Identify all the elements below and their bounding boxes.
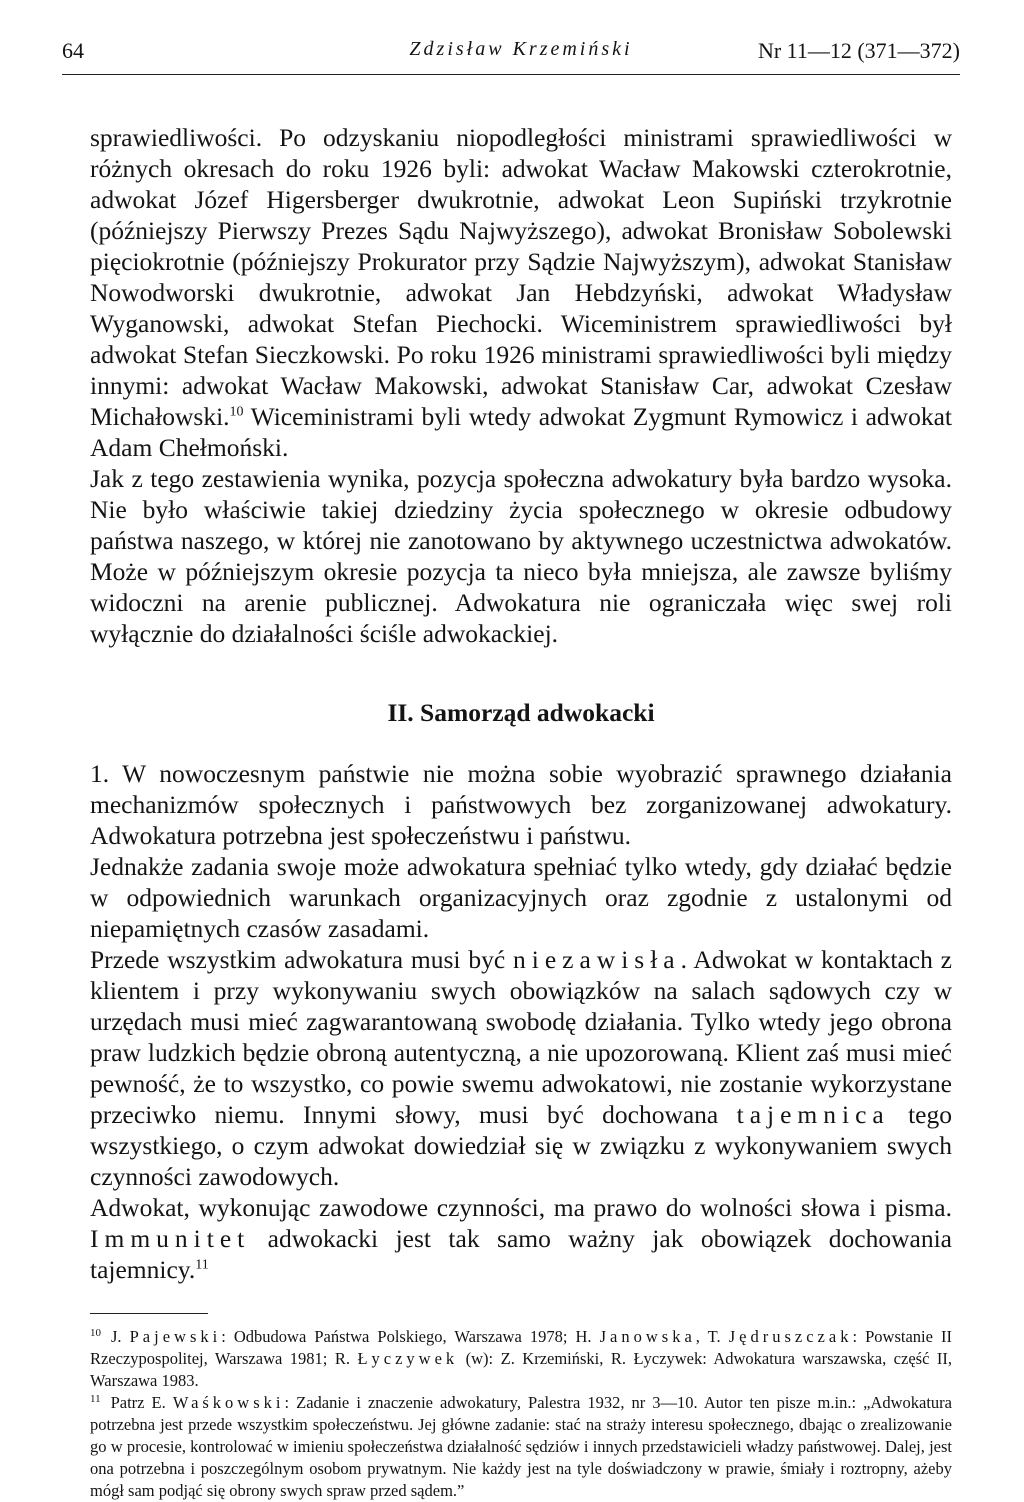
footnote-10-part-2: : Odbudowa Państwa Polskiego, Warszawa 1978; H. <box>221 1327 600 1346</box>
footnote-11 <box>90 1392 952 1502</box>
paragraph-6 <box>90 1192 952 1285</box>
footnote-10-part-5: Jędruszczak <box>728 1327 853 1346</box>
footnote-number: 10 <box>90 1326 101 1339</box>
paragraph-6-text-a: Adwokat, wykonując zawodowe czynności, ma prawo do wolności słowa i pisma. <box>90 1193 952 1222</box>
footnote-10-part-3: Janowska <box>599 1327 696 1346</box>
paragraph-1 <box>90 122 952 463</box>
spaced-term-niezawisla: niezawisła <box>512 945 681 974</box>
footnote-10 <box>90 1326 952 1392</box>
footnote-11-part-2: : Zadanie i znaczenie adwokatury, Palestra 1932, nr 3—10. Autor ten pisze m.in.: „Adwokatura potrzebna jest przede wszystkim społeczeństwu. Jej główne zadanie: stać na straży interesu społecznego, dbając o zrealizowanie go w procesie, kontrolować w imieniu społeczeństwa działalność sędziów i innych przedstawicieli władzy państwowej. Dalej, jest ona potrzebna i poszczególnym osobom prywatnym. Nie każdy jest na tyle doświadczony w prawie, śmiały i roztropny, ażeby mógł sam podjąć się obrony swych spraw przed sądem.” <box>90 1393 952 1500</box>
spaced-term-tajemnica: tajemnica <box>736 1100 890 1129</box>
footnote-10-part-4: , T. <box>695 1327 729 1346</box>
header-rule <box>62 74 960 75</box>
paragraph-5 <box>90 944 952 1192</box>
paragraph-5-text-a: Przede wszystkim adwokatura musi być <box>90 945 513 974</box>
page-number: 64 <box>62 38 84 63</box>
paragraph-1-text-b: Wiceministrami byli wtedy adwokat Zygmunt Rymowicz i adwokat Adam Chełmoński. <box>90 402 952 462</box>
footnote-ref-10[interactable]: 10 <box>229 404 244 420</box>
paragraph-3: 1. W nowoczesnym państwie nie można sobie wyobrazić sprawnego działania mechanizmów społecznych i państwowych bez zorganizowanej adwokatury. Adwokatura potrzebna jest społeczeństwu i państwu. <box>90 759 952 850</box>
footnote-11-part-1: Waśkowski <box>172 1393 285 1412</box>
footnote-10-part-0: J. <box>111 1327 130 1346</box>
spaced-term-immunitet: Immunitet <box>90 1224 251 1253</box>
footnotes <box>90 1326 952 1502</box>
section-title: II. Samorząd adwokacki <box>387 698 655 727</box>
paragraph-2: Jak z tego zestawienia wynika, pozycja społeczna adwokatury była bardzo wysoka. Nie było właściwie takiej dziedziny życia społecznego w okresie odbudowy państwa naszego, w której nie zanotowano by aktywnego uczestnictwa adwokatów. Może w późniejszym okresie pozycja ta nieco była mniejsza, ale zawsze byliśmy widoczni na arenie publicznej. Adwokatura nie ograniczała więc swej roli wyłącznie do działalności ściśle adwokackiej. <box>90 464 952 648</box>
footnote-10-part-7: Łyczywek <box>357 1349 459 1368</box>
paragraph-1-text-a: sprawiedliwości. Po odzyskaniu niopodległości ministrami sprawiedliwości w różnych okresach do roku 1926 byli: adwokat Wacław Makowski czterokrotnie, adwokat Józef Higersberger dwukrotnie, adwokat Leon Supiński trzykrotnie (późniejszy Pierwszy Prezes Sądu Najwyższego), adwokat Bronisław Sobolewski pięciokrotnie (późniejszy Prokurator przy Sądzie Najwyższym), adwokat Stanisław Nowodworski dwukrotnie, adwokat Jan Hebdzyński, adwokat Władysław Wyganowski, adwokat Stefan Piechocki. Wiceministrem sprawiedliwości był adwokat Stefan Sieczkowski. Po roku 1926 ministrami sprawiedliwości byli między innymi: adwokat Wacław Makowski, adwokat Stanisław Car, adwokat Czesław Michałowski. <box>90 123 952 431</box>
footnote-11-part-0: Patrz E. <box>110 1393 173 1412</box>
footnote-10-part-8: (w): Z. Krzemiński, R. Łyczywek: Adwokatura warszawska, część II, Warszawa 1983. <box>90 1349 952 1390</box>
paragraph-6-text-b: adwokacki jest tak samo ważny jak obowiązek dochowania tajemnicy. <box>90 1224 952 1284</box>
body-text <box>90 122 952 1285</box>
footnote-10-part-6: : Powstanie II Rzeczypospolitej, Warszawa 1981; R. <box>90 1327 952 1368</box>
paragraph-5-text-b: . Adwokat w kontaktach z klientem i przy wykonywaniu swych obowiązków na salach sądowych czy w urzędach musi mieć zagwarantowaną swobodę działania. Tylko wtedy jego obrona praw ludzkich będzie obroną autentyczną, a nie upozorowaną. Klient zaś musi mieć pewność, że to wszystko, co powie swemu adwokatowi, nie zostanie wykorzystane przeciwko niemu. Innymi słowy, musi być dochowana <box>90 945 952 1129</box>
running-head-author: Zdzisław Krzemiński <box>409 38 633 60</box>
running-head <box>62 38 960 72</box>
page <box>62 38 960 1502</box>
paragraph-4: Jednakże zadania swoje może adwokatura spełniać tylko wtedy, gdy działać będzie w odpowiednich warunkach organizacyjnych oraz zgodnie z ustalonymi od niepamiętnych czasów zasadami. <box>90 852 952 943</box>
footnote-rule <box>90 1313 208 1314</box>
footnote-number: 11 <box>90 1392 101 1405</box>
footnote-10-part-1: Pajewski <box>129 1327 222 1346</box>
paragraph-5-text-c: tego wszystkiego, o czym adwokat dowiedział się w związku z wykonywaniem swych czynności zawodowych. <box>90 1100 952 1191</box>
footnote-ref-11[interactable]: 11 <box>195 1257 209 1273</box>
running-head-issue: Nr 11—12 (371—372) <box>757 38 960 63</box>
